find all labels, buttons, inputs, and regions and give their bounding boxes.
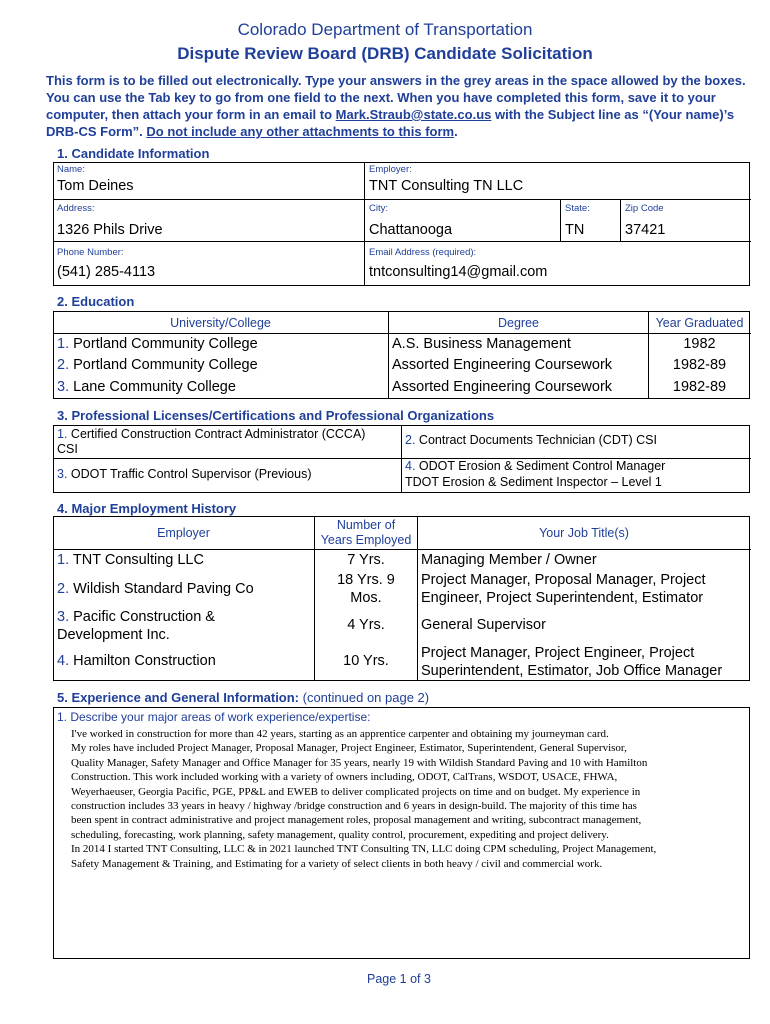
education-year-2[interactable]: 1982-89 — [672, 357, 727, 373]
employer-1[interactable] — [57, 552, 204, 568]
job-title-2[interactable] — [421, 571, 706, 607]
row-number: 4. — [57, 653, 70, 669]
city-field[interactable]: Chattanooga — [369, 222, 453, 238]
answer-line: Quality Manager, Safety Manager and Office Manager for 35 years, nearly 19 with Wildish Standard Paving and 10 with Hamilton — [71, 756, 648, 769]
instructions-end: . — [454, 124, 458, 139]
employer-3[interactable] — [57, 608, 215, 644]
title-line-1: Project Manager, Proposal Manager, Project — [421, 572, 706, 588]
col-years — [315, 518, 417, 548]
years-3[interactable]: 4 Yrs. — [347, 617, 385, 633]
item-number: 4. — [405, 459, 416, 473]
license-text: Contract Documents Technician (CDT) CSI — [415, 433, 657, 447]
section-5-heading — [57, 690, 429, 705]
section-3-title: 3. Professional Licenses/Certifications and Professional Organizations — [57, 408, 495, 423]
name-field[interactable]: Tom Deines — [57, 178, 134, 194]
row-number: 2. — [57, 357, 70, 373]
phone-field[interactable]: (541) 285-4113 — [57, 264, 156, 280]
email-link[interactable]: Mark.Straub@state.co.us — [335, 107, 492, 122]
employer-name: Hamilton Construction — [69, 653, 216, 669]
col-employer: Employer — [157, 526, 210, 540]
license-3[interactable] — [57, 467, 312, 481]
education-school-1[interactable] — [57, 336, 258, 352]
school-name: Lane Community College — [73, 379, 236, 395]
education-school-2[interactable] — [57, 357, 258, 373]
answer-line: Construction. This work included working with a variety of owners including, ODOT, CalTrans, WSDOT, USACE, FHWA, — [71, 771, 618, 784]
item-number: 3. — [57, 467, 68, 481]
row-number: 3. — [57, 379, 70, 395]
license-text: ODOT Erosion & Sediment Control Manager — [415, 459, 666, 473]
state-field[interactable]: TN — [565, 222, 585, 238]
years-line-1: 18 Yrs. 9 — [337, 572, 395, 588]
page-number: Page 1 of 3 — [367, 972, 431, 986]
title-line-2: Engineer, Project Superintendent, Estimator — [421, 590, 704, 606]
attachments-warning: Do not include any other attachments to this form — [146, 124, 455, 139]
address-label: Address: — [57, 203, 95, 214]
row-number: 1. — [57, 552, 70, 568]
col-job-title: Your Job Title(s) — [539, 526, 629, 540]
employer-field[interactable]: TNT Consulting TN LLC — [369, 178, 524, 194]
answer-line: scheduling, forecasting, work planning, safety management, quality control, procurement, expediting and project delivery. — [71, 828, 609, 841]
divider — [401, 425, 402, 493]
item-number: 1. — [57, 427, 68, 441]
row-number: 3. — [57, 609, 70, 625]
school-name: Portland Community College — [73, 336, 258, 352]
divider — [53, 199, 751, 200]
license-text: CSI — [57, 442, 78, 456]
section-5-title: 5. Experience and General Information: — [57, 690, 300, 705]
answer-line: Safety Management & Training, and Estimating for a variety of select clients in both heavy / civil and commercial work. — [71, 857, 603, 870]
state-label: State: — [565, 203, 590, 214]
divider — [560, 199, 561, 241]
phone-label: Phone Number: — [57, 247, 124, 258]
employer-name-line-2: Development Inc. — [57, 627, 170, 643]
answer-line: In 2014 I started TNT Consulting, LLC & in 2021 launched TNT Consulting TN, LLC doing CPM scheduling, Project Management, — [71, 843, 657, 856]
instructions-text-1: This form is to be filled out electronically. Type your answers in the grey areas in the space allowed by the boxes. You can use the Tab key to go from one field to the next. When you have completed this form, save it to your computer, then attach your form in an email to — [46, 73, 746, 122]
divider — [53, 333, 751, 334]
divider — [620, 199, 621, 241]
zip-label: Zip Code — [625, 203, 664, 214]
employer-name: Wildish Standard Paving Co — [69, 581, 254, 597]
license-1[interactable] — [57, 427, 399, 457]
years-1[interactable]: 7 Yrs. — [347, 552, 385, 568]
city-label: City: — [369, 203, 388, 214]
experience-question: 1. Describe your major areas of work experience/expertise: — [57, 710, 371, 724]
answer-line: I've worked in construction for more than 42 years, starting as an apprentice carpenter and obtaining my journeyman card. — [71, 728, 609, 740]
section-4-title: 4. Major Employment History — [57, 501, 237, 516]
title-line-1: Project Manager, Project Engineer, Project — [421, 645, 695, 661]
years-4[interactable]: 10 Yrs. — [343, 653, 389, 669]
job-title-3[interactable]: General Supervisor — [421, 617, 546, 633]
employer-name: Pacific Construction & — [69, 609, 215, 625]
education-degree-3[interactable]: Assorted Engineering Coursework — [392, 379, 613, 395]
license-2[interactable] — [405, 433, 657, 447]
license-text: ODOT Traffic Control Supervisor (Previous) — [67, 467, 312, 481]
continued-note: (continued on page 2) — [299, 690, 430, 705]
education-degree-1[interactable]: A.S. Business Management — [392, 336, 571, 352]
row-number: 2. — [57, 581, 70, 597]
email-label: Email Address (required): — [369, 247, 477, 258]
row-number: 1. — [57, 336, 70, 352]
years-2[interactable] — [315, 571, 417, 607]
col-year: Year Graduated — [655, 316, 744, 330]
license-text: Certified Construction Contract Administrator (CCCA) — [67, 427, 366, 441]
experience-answer-field[interactable] — [71, 727, 749, 871]
section-1-title: 1. Candidate Information — [57, 146, 210, 161]
education-year-3[interactable]: 1982-89 — [672, 379, 727, 395]
years-line-2: Mos. — [350, 590, 382, 606]
name-label: Name: — [57, 164, 85, 175]
answer-line: My roles have included Project Manager, Proposal Manager, Project Engineer, Estimator, Superintendent, General Supervisor, — [71, 742, 627, 755]
col-university: University/College — [170, 316, 271, 330]
job-title-1[interactable]: Managing Member / Owner — [421, 552, 597, 568]
divider — [364, 162, 365, 286]
divider — [417, 516, 418, 681]
employer-label: Employer: — [369, 164, 412, 175]
section-2-title: 2. Education — [57, 294, 135, 309]
instructions — [46, 72, 756, 140]
col-degree: Degree — [498, 316, 539, 330]
email-field[interactable]: tntconsulting14@gmail.com — [369, 264, 548, 280]
instructions-text-2: with the Subject line as “(Your name)’s DRB-CS Form”. — [46, 107, 735, 139]
col-years-line-2: Years Employed — [320, 533, 412, 547]
divider — [53, 549, 751, 550]
employer-4[interactable] — [57, 653, 216, 669]
col-years-line-1: Number of — [336, 518, 396, 532]
employer-name: TNT Consulting LLC — [69, 552, 204, 568]
answer-line: been spent in contract administrative and project management roles, proposal management and writing, subcontract management, — [71, 814, 642, 827]
education-degree-2[interactable]: Assorted Engineering Coursework — [392, 357, 613, 373]
item-number: 2. — [405, 433, 416, 447]
title-line-2: Superintendent, Estimator, Job Office Manager — [421, 663, 723, 679]
job-title-4[interactable] — [421, 644, 722, 680]
employer-2[interactable] — [57, 581, 254, 597]
answer-line: Weyerhaeuser, Georgia Pacific, PGE, PP&L and EWEB to deliver complicated projects on time and on budget. My experience in — [71, 785, 641, 798]
answer-line: construction includes 33 years in heavy / highway /bridge construction and 6 years in design-build. The majority of this time has — [71, 800, 637, 813]
address-field[interactable]: 1326 Phils Drive — [57, 222, 163, 238]
license-text: TDOT Erosion & Sediment Inspector – Level 1 — [405, 474, 662, 489]
education-year-1[interactable]: 1982 — [683, 336, 716, 352]
education-school-3[interactable] — [57, 379, 236, 395]
license-4[interactable] — [405, 459, 665, 490]
zip-field[interactable]: 37421 — [625, 222, 666, 238]
agency-title: Colorado Department of Transportation — [237, 20, 533, 39]
form-title: Dispute Review Board (DRB) Candidate Solicitation — [177, 44, 593, 63]
divider — [53, 241, 751, 242]
school-name: Portland Community College — [73, 357, 258, 373]
